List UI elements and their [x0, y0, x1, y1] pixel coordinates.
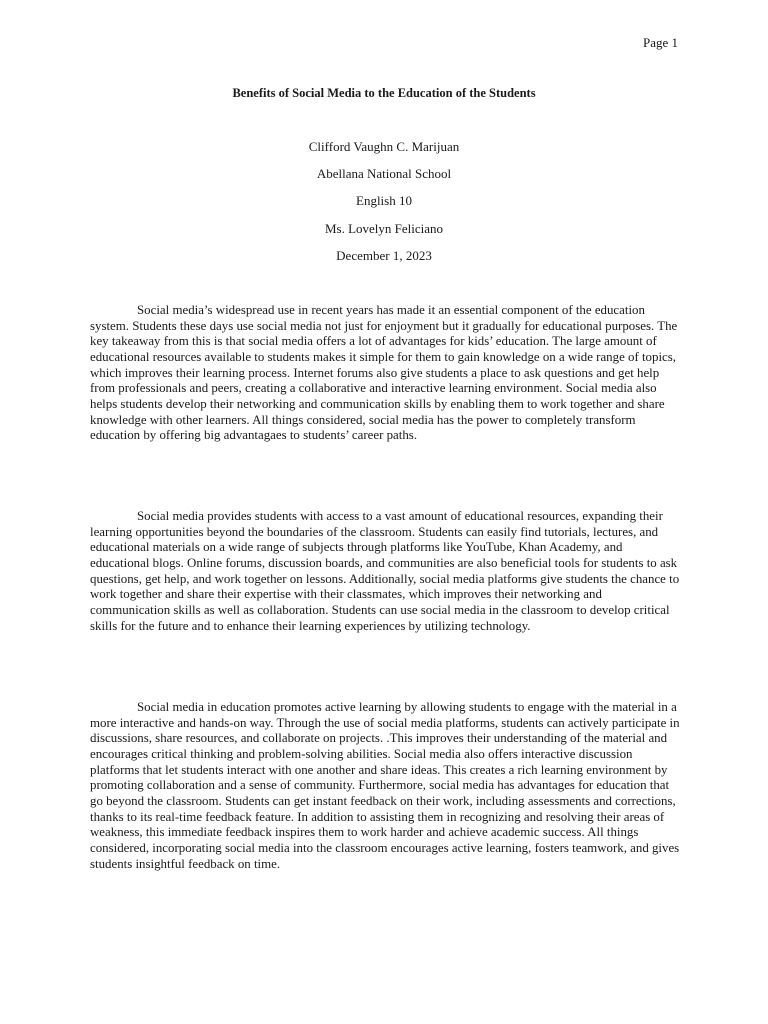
teacher-name: Ms. Lovelyn Feliciano: [324, 220, 444, 236]
document-date: December 1, 2023: [336, 247, 432, 263]
body-paragraph: Social media’s widespread use in recent years has made it an essential component of the education system. Students these days use social media not just for enjoyment but it gradually for educational purposes. The key takeaway from this is that social media offers a lot of advantages for kids’ education. The large amount of educational resources available to students makes it simple for them to gain knowledge on a wide range of topics, which improves their learning process. Internet forums also give students a place to ask questions and get help from professionals and peers, creating a collaborative and interactive learning environment. Social media also helps students develop their networking and communication skills by enabling them to work together and share knowledge with other learners. All things considered, social media has the power to completely transform education by offering big advantagaes to students’ career paths.: [90, 303, 678, 443]
author-name: Clifford Vaughn C. Marijuan: [308, 139, 460, 154]
page-number: Page 1: [642, 35, 678, 50]
document-title: Benefits of Social Media to the Education of the Students: [232, 86, 536, 100]
title-block: [0, 139, 768, 275]
body-paragraph: Social media in education promotes active learning by allowing students to engage with the material in a more interactive and hands-on way. Through the use of social media platforms, students can actively participate in discussions, share resources, and collaborate on projects. .This improves their understanding of the material and encourages critical thinking and problem-solving abilities. Social media also offers interactive discussion platforms that let students interact with one another and share ideas. This creates a rich learning environment by promoting collaboration and a sense of community. Furthermore, social media has advantages for education that go beyond the classroom. Students can get instant feedback on their work, including assessments and corrections, thanks to its real-time feedback feature. In addition to assisting them in recognizing and resolving their areas of weakness, this immediate feedback inspires them to work harder and achieve academic success. All things considered, incorporating social media into the classroom encourages active learning, fosters teamwork, and gives students insightful feedback on time.: [90, 700, 680, 871]
body-paragraph: Social media provides students with access to a vast amount of educational resources, expanding their learning opportunities beyond the boundaries of the classroom. Students can easily find tutorials, lectures, and educational materials on a wide range of subjects through platforms like YouTube, Khan Academy, and educational blogs. Online forums, discussion boards, and communities are also beneficial tools for students to ask questions, get help, and work together on lessons. Additionally, social media platforms give students the chance to work together and share their expertise with their classmates, which improves their networking and communication skills as well as collaboration. Students can use social media in the classroom to develop critical skills for the future and to enhance their learning experiences by utilizing technology.: [90, 509, 680, 633]
course-name: English 10: [356, 193, 412, 209]
school-name: Abellana National School: [316, 166, 452, 182]
